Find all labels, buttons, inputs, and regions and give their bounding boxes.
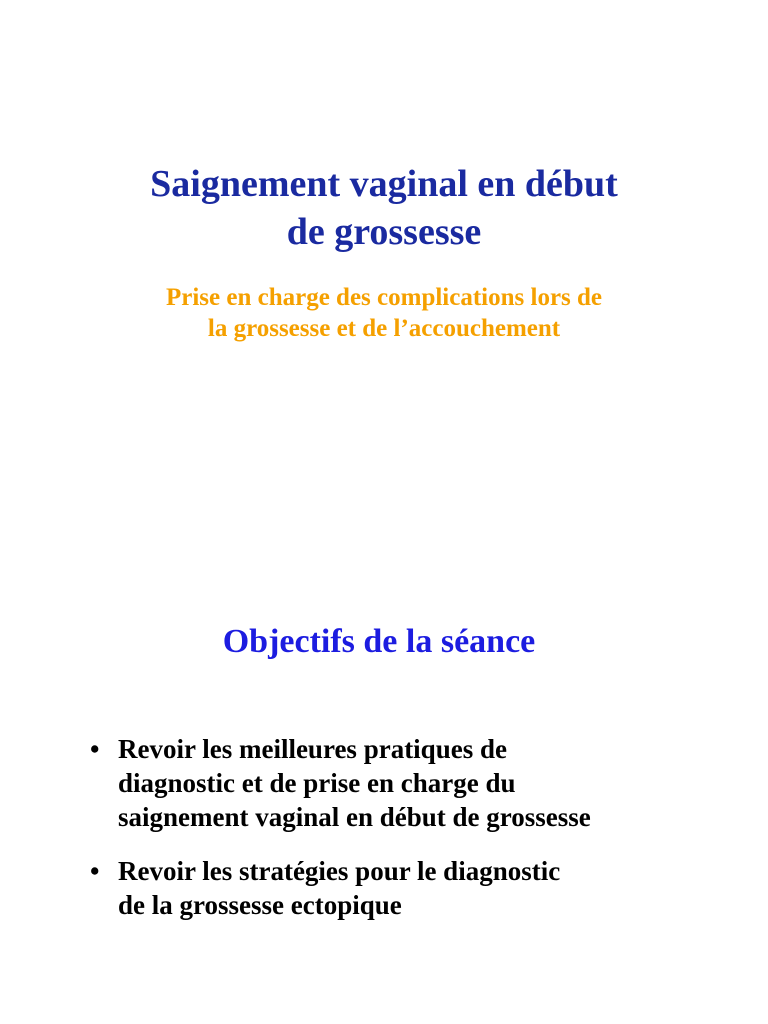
list-item [90, 732, 730, 834]
list-item-line: diagnostic et de prise en charge du [118, 768, 516, 798]
list-item-line: Revoir les stratégies pour le diagnostic [118, 856, 561, 886]
list-item-line: de la grossesse ectopique [118, 890, 402, 920]
objectives-list [90, 732, 730, 942]
slide-subtitle-line: Prise en charge des complications lors de [165, 284, 603, 311]
slide-title-line: Saignement vaginal en début [150, 163, 618, 205]
list-item-line: saignement vaginal en début de grossesse [118, 802, 591, 832]
list-item [90, 854, 730, 922]
slide-title-line: de grossesse [286, 211, 482, 253]
slide-title [0, 160, 768, 256]
bullet-icon: • [90, 856, 100, 886]
list-item-line: Revoir les meilleures pratiques de [118, 734, 507, 764]
slide-subtitle [0, 282, 768, 344]
bullet-icon: • [90, 734, 100, 764]
slide-subtitle-line: la grossesse et de l’accouchement [207, 315, 561, 342]
section-heading: Objectifs de la séance [222, 623, 536, 660]
